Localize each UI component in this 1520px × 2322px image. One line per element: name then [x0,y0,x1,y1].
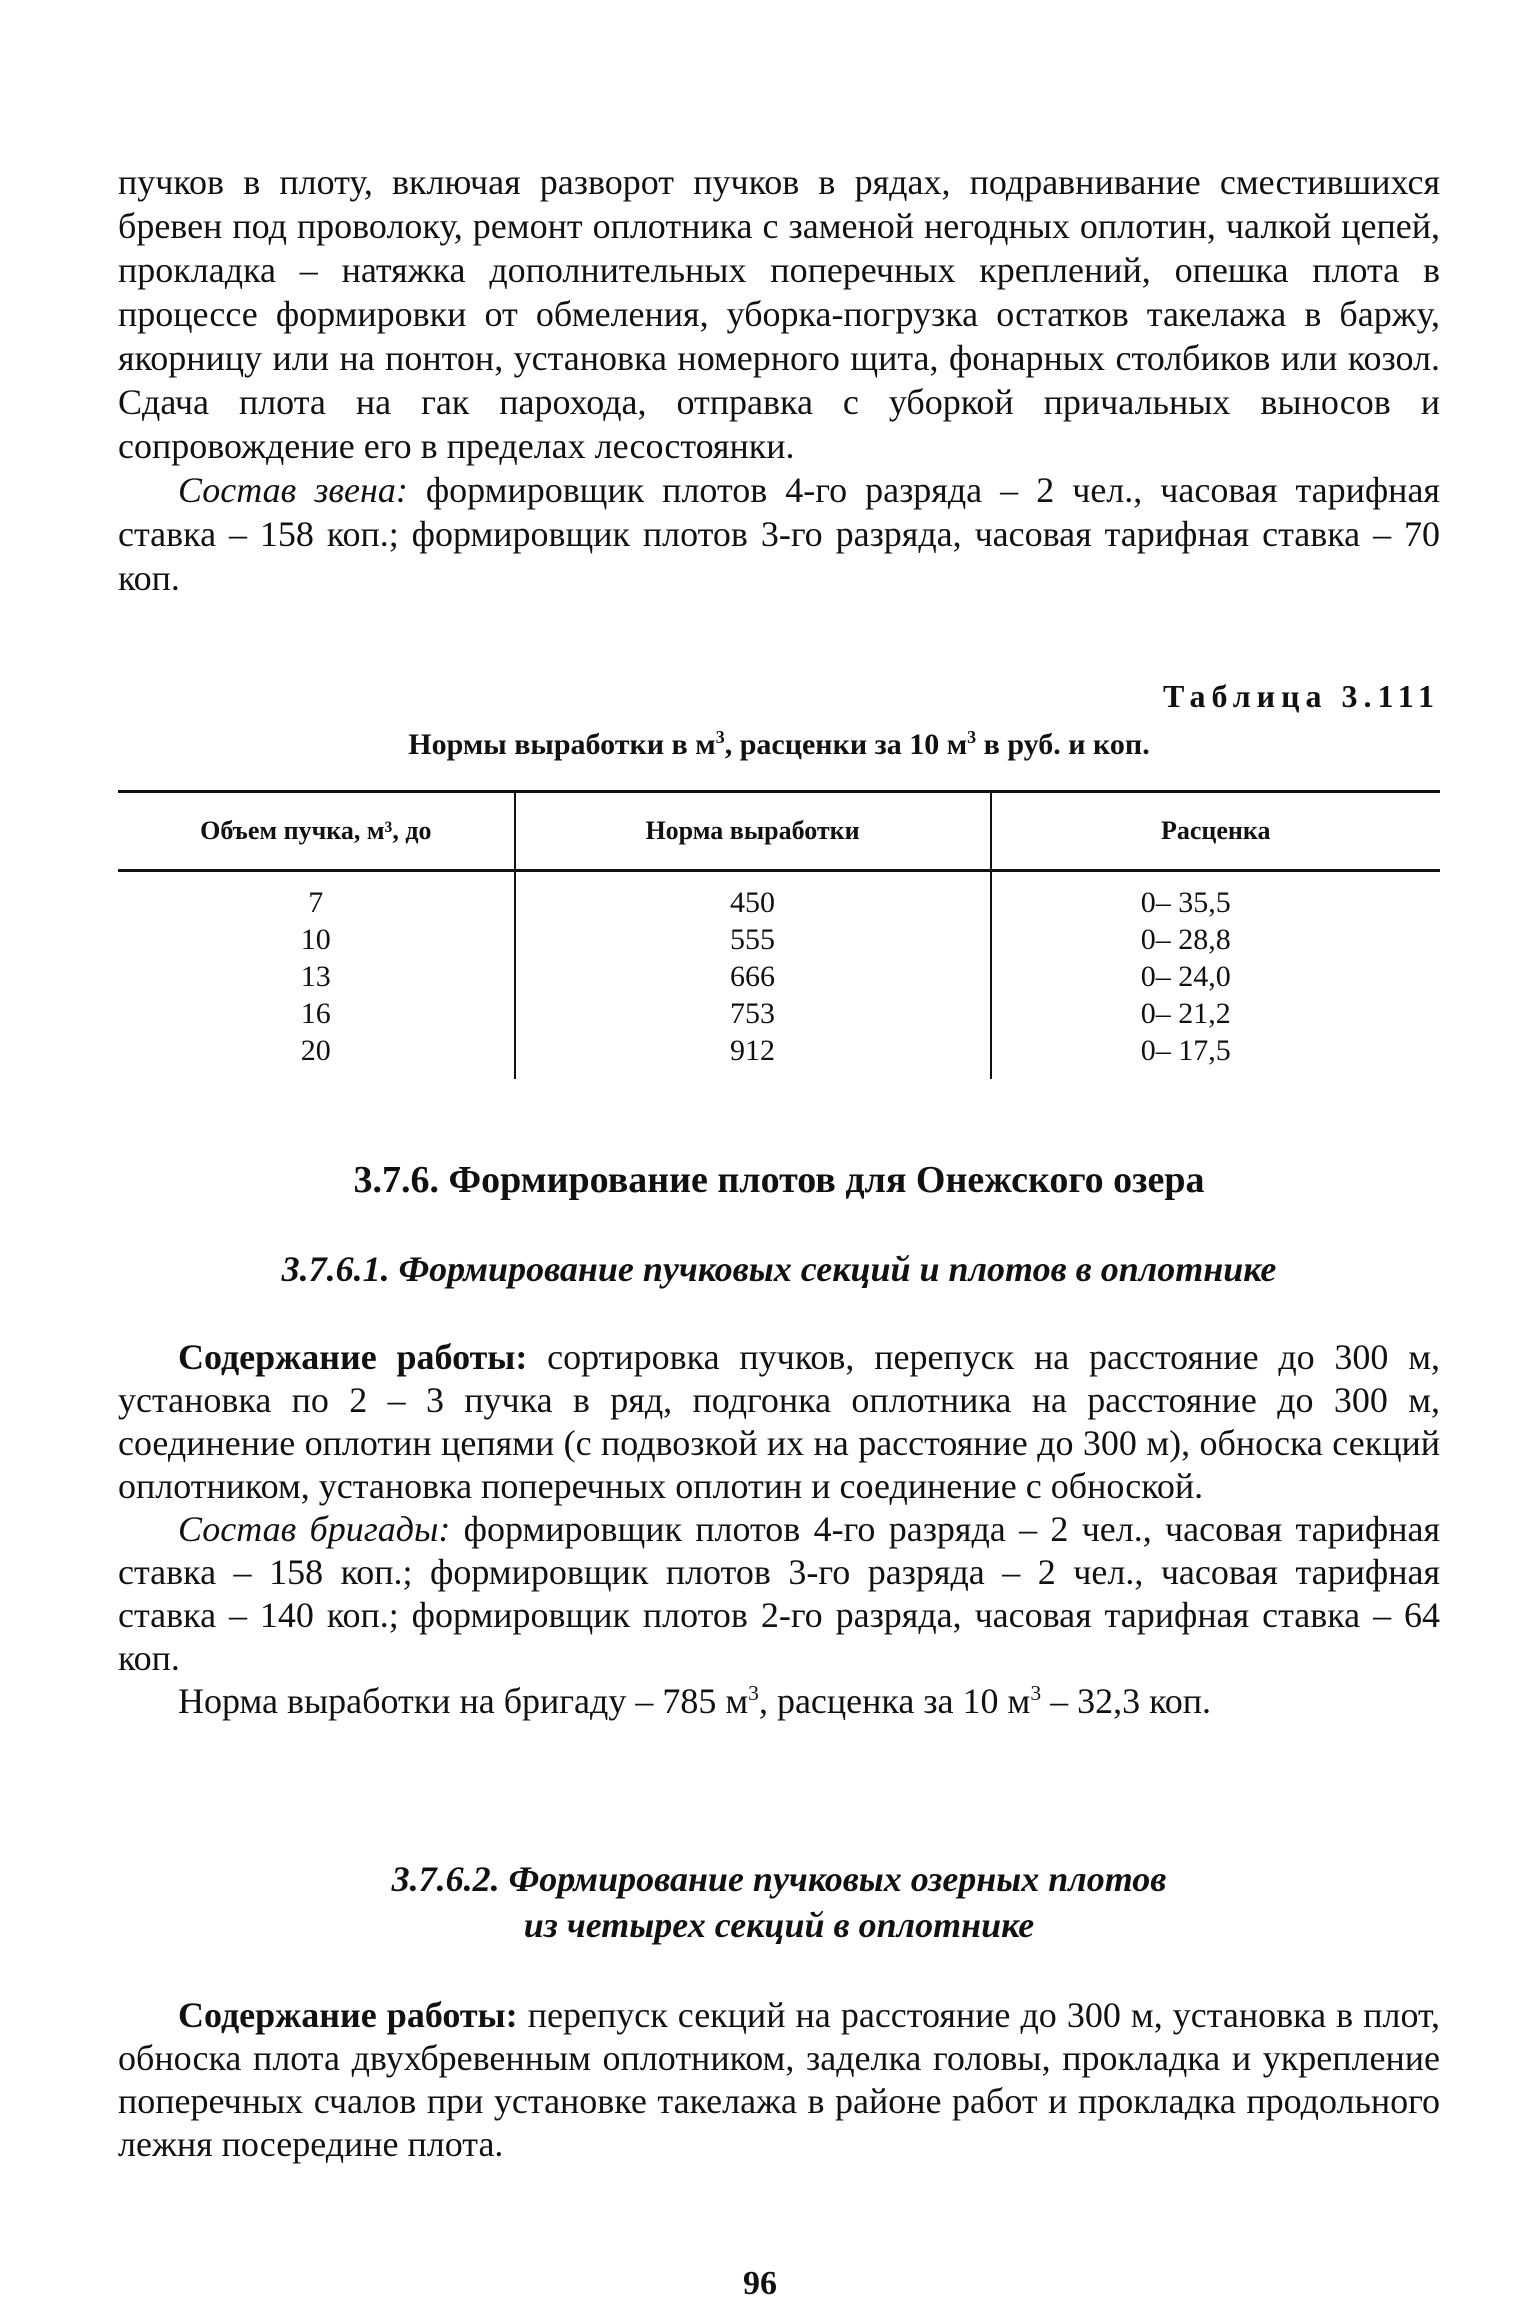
table-row [118,871,1440,922]
content-label: Содержание работы: [178,1995,518,2035]
content-label: Содержание работы: [178,1337,528,1377]
table-number: Таблица 3.111 [1162,678,1440,714]
crew-text: формировщик плотов 4-го разряда – 2 чел., часовая тарифная ставка – 158 коп.; формировщик плотов 3-го разряда – 2 чел., часовая тарифная ставка – 140 коп.; формировщик плотов 2-го разряда, часовая тарифная ставка – 64 коп. [118,1509,1441,1678]
rate-value: 0– 17,5 [1140,1034,1231,1067]
cell-rate [991,871,1441,922]
cell-rate [991,995,1441,1032]
cell-volume: 10 [118,921,515,958]
norm-part: Норма выработки на бригаду – 785 м [178,1681,749,1721]
content-paragraph [118,1994,1440,2166]
header-volume: Объем пучка, м³, до [118,792,515,871]
subsection-2-body [118,1994,1440,2166]
norms-table [118,790,1440,1079]
cell-volume: 7 [118,871,515,922]
intro-block [118,160,1440,600]
table-row [118,1032,1440,1079]
cell-norm: 912 [515,1032,991,1079]
cell-volume: 13 [118,958,515,995]
cell-norm: 450 [515,871,991,922]
section-heading: 3.7.6. Формирование плотов для Онежского озера [353,1159,1205,1201]
subsection-heading-2 [118,1856,1440,1948]
norm-paragraph [118,1680,1440,1723]
norm-sup: 3 [1030,1681,1042,1705]
table-row [118,921,1440,958]
cell-rate [991,921,1441,958]
rate-value: 0– 21,2 [1140,997,1231,1030]
table-header-row [118,792,1440,871]
content-paragraph [118,1336,1440,1508]
content-text: сортировка пучков, перепуск на расстояние до 300 м, установка по 2 – 3 пучка в ряд, подгонка оплотника на расстояние до 300 м, соединение оплотин цепями (с подвозкой их на расстояние до 300 м), обноска секций оплотником, установка поперечных оплотин и соединение с обноской. [118,1337,1440,1506]
cell-norm: 666 [515,958,991,995]
content-text: перепуск секций на расстояние до 300 м, установка в плот, обноска плота двухбревенным оплотником, заделка головы, прокладка и укрепление поперечных счалов при установке такелажа в районе работ и прокладка продольного лежня посередине плота. [118,1995,1441,2164]
rate-value: 0– 35,5 [1140,886,1231,919]
caption-part: Нормы выработки в м [408,728,716,761]
norm-sup: 3 [748,1681,759,1705]
crew-paragraph [118,1508,1440,1680]
cell-norm: 753 [515,995,991,1032]
table-row [118,958,1440,995]
table-caption [118,728,1440,762]
cell-rate [991,958,1441,995]
crew-label: Состав звена: [178,470,408,510]
rate-value: 0– 24,0 [1140,960,1231,993]
norm-part: , расценка за 10 м [758,1681,1031,1721]
cell-volume: 16 [118,995,515,1032]
subsection-heading-2-line1: 3.7.6.2. Формирование пучковых озерных плотов [391,1859,1167,1899]
caption-sup: 3 [715,727,725,747]
subsection-1-body [118,1336,1440,1723]
table-row [118,995,1440,1032]
header-rate: Расценка [991,792,1441,871]
caption-part: в руб. и коп. [976,728,1150,761]
cell-volume: 20 [118,1032,515,1079]
subsection-heading-1: 3.7.6.1. Формирование пучковых секций и плотов в оплотнике [281,1249,1277,1289]
norm-part: – 32,3 коп. [1041,1681,1212,1721]
page-number: 96 [743,2265,777,2302]
caption-part: , расценки за 10 м [724,728,968,761]
cell-rate [991,1032,1441,1079]
cell-norm: 555 [515,921,991,958]
crew-text: формировщик плотов 4-го разряда – 2 чел., часовая тарифная ставка – 158 коп.; формировщик плотов 3-го разряда, часовая тарифная ставка – 70 коп. [118,470,1440,598]
subsection-heading-2-line2: из четырех секций в оплотнике [523,1905,1035,1945]
rate-value: 0– 28,8 [1140,923,1231,956]
header-norm: Норма выработки [515,792,991,871]
crew-label: Состав бригады: [178,1509,451,1549]
intro-paragraph: пучков в плоту, включая разворот пучков в рядах, подравнивание сместившихся бревен под проволоку, ремонт оплотника с заменой негодных оплотин, чалкой цепей, прокладка – натяжка дополнительных поперечных креплений, опешка плота в процессе формировки от обмеления, уборка-погрузка остатков такелажа в баржу, якорницу или на понтон, установка номерного щита, фонарных столбиков или козол. Сдача плота на гак парохода, отправка с уборкой причальных выносов и сопровождение его в пределах лесостоянки. [118,162,1440,466]
caption-sup: 3 [967,727,977,747]
crew-paragraph [118,468,1440,600]
